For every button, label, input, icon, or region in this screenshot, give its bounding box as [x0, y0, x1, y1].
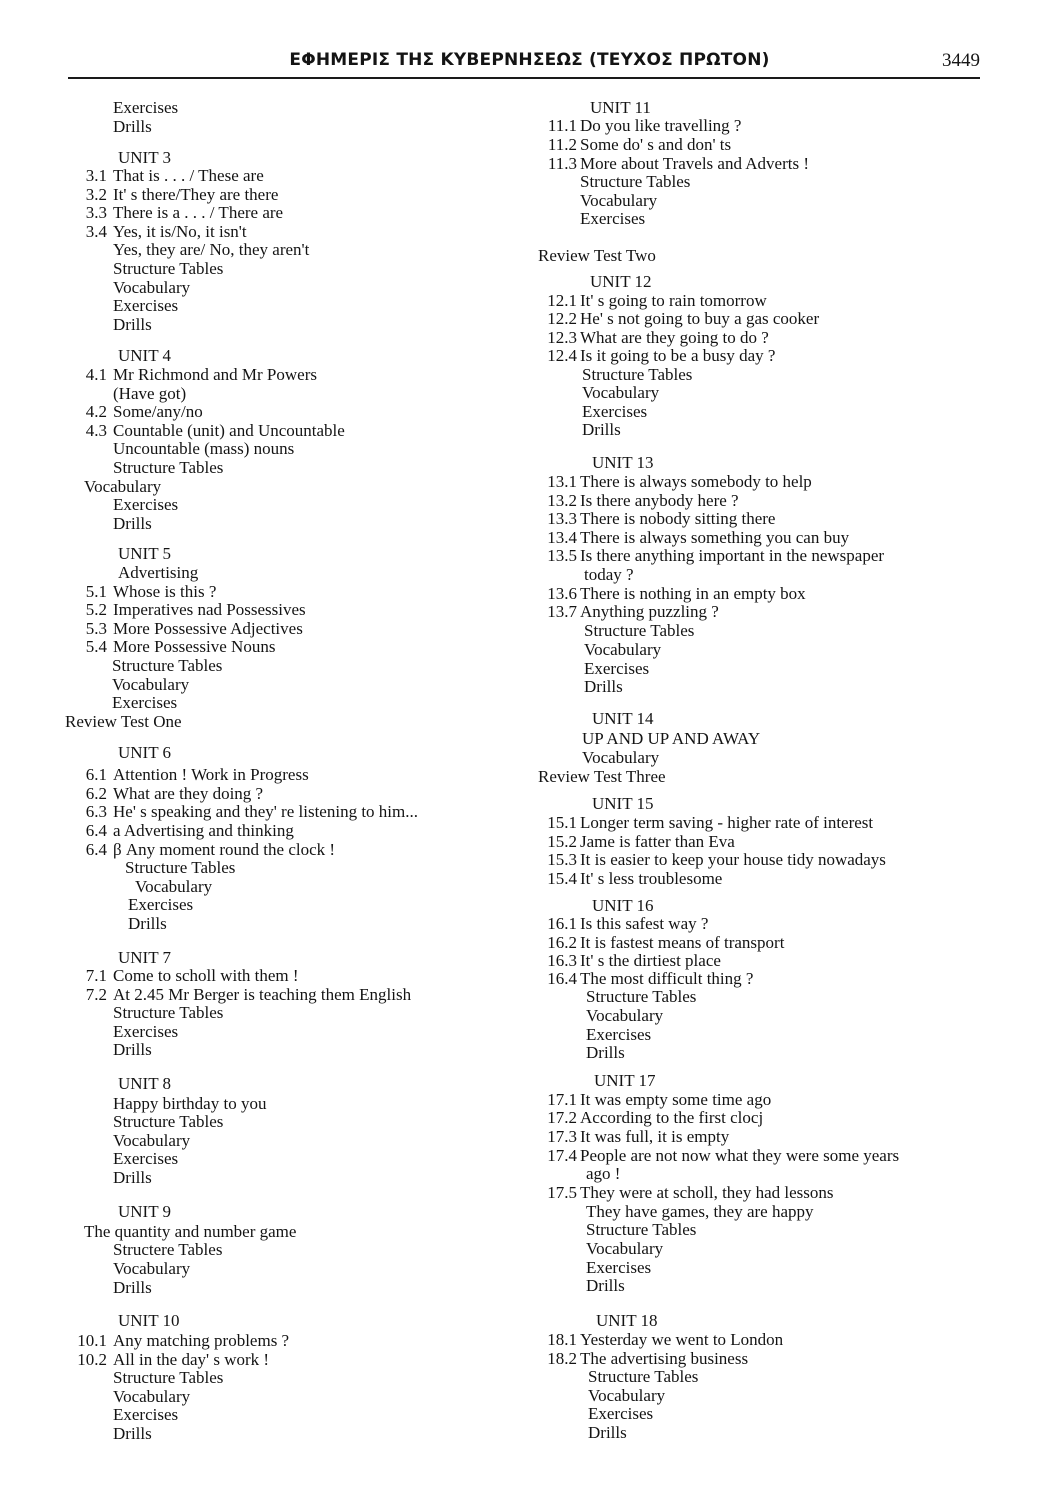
entry-number: 7.2 — [85, 985, 107, 1004]
toc-line: Advertising — [118, 563, 199, 582]
toc-entry — [0, 203, 1059, 222]
toc-line: Uncountable (mass) nouns — [113, 439, 295, 458]
entry-text: The most difficult thing ? — [580, 969, 754, 988]
toc-line: Structure Tables — [113, 458, 224, 477]
toc-line: Drills — [113, 514, 152, 533]
toc-line: Structure Tables — [586, 987, 697, 1006]
entry-number: 10.1 — [77, 1331, 107, 1350]
toc-entry — [0, 222, 1059, 241]
toc-line: Structure Tables — [586, 1220, 697, 1239]
toc-line: Review Test Three — [538, 767, 666, 786]
toc-entry — [0, 154, 1059, 173]
toc-entry — [0, 1108, 1059, 1127]
toc-line: Exercises — [584, 659, 650, 678]
entry-text: There is always something you can buy — [580, 528, 850, 547]
entry-number: 13.3 — [547, 509, 577, 528]
entry-number: 5.4 — [85, 637, 107, 656]
toc-line: Vocabulary — [113, 1387, 191, 1406]
toc-entry — [0, 546, 1059, 565]
toc-line: They have games, they are happy — [586, 1202, 814, 1221]
toc-line: Drills — [113, 1040, 152, 1059]
publication-title: ΕΦΗΜΕΡΙΣ ΤΗΣ ΚΥΒΕΡΝΗΣΕΩΣ (ΤΕΥΧΟΣ ΠΡΩΤΟΝ) — [289, 50, 770, 70]
toc-line: Structure Tables — [113, 1112, 224, 1131]
toc-entry — [0, 509, 1059, 528]
toc-entry — [0, 421, 1059, 440]
toc-entry — [0, 765, 1059, 784]
entry-number: 18.1 — [547, 1330, 577, 1349]
toc-line: UP AND UP AND AWAY — [582, 729, 761, 748]
toc-line: UNIT 7 — [118, 948, 172, 967]
toc-line: Vocabulary — [580, 191, 658, 210]
entry-text: Is it going to be a busy day ? — [580, 346, 776, 365]
toc-line: Exercises — [580, 209, 646, 228]
entry-number: 12.1 — [547, 291, 577, 310]
entry-text: At 2.45 Mr Berger is teaching them English — [113, 985, 412, 1004]
entry-number: 6.2 — [85, 784, 107, 803]
toc-line: Drills — [113, 117, 152, 136]
entry-text: He' s speaking and they' re listening to him... — [113, 802, 418, 821]
toc-line: Yes, they are/ No, they aren't — [113, 240, 310, 259]
entry-text: Yesterday we went to London — [580, 1330, 784, 1349]
entry-text: Do you like travelling ? — [580, 116, 742, 135]
toc-line: Vocabulary — [586, 1239, 664, 1258]
entry-number: 4.2 — [85, 402, 107, 421]
toc-entry — [0, 1349, 1059, 1368]
entry-text: More Possessive Adjectives — [113, 619, 303, 638]
toc-entry — [0, 784, 1059, 803]
entry-number: 15.3 — [547, 850, 577, 869]
toc-entry — [0, 969, 1059, 988]
entry-number: 13.7 — [547, 602, 577, 621]
toc-line: UNIT 18 — [596, 1311, 658, 1330]
entry-text: According to the first clocj — [580, 1108, 764, 1127]
entry-number: 7.1 — [85, 966, 107, 985]
toc-line: Happy birthday to you — [113, 1094, 267, 1113]
entry-text: It' s less troublesome — [580, 869, 723, 888]
entry-text: There is always somebody to help — [580, 472, 812, 491]
entry-number: 3.3 — [85, 203, 107, 222]
entry-number: 5.3 — [85, 619, 107, 638]
entry-number: 17.2 — [547, 1108, 577, 1127]
entry-text: He' s not going to buy a gas cooker — [580, 309, 820, 328]
toc-entry — [0, 185, 1059, 204]
toc-entry — [0, 346, 1059, 365]
entry-number: 11.3 — [547, 154, 577, 173]
toc-line: Exercises — [112, 693, 178, 712]
entry-number: 13.1 — [547, 472, 577, 491]
entry-number: 12.4 — [547, 346, 577, 365]
toc-entry — [0, 309, 1059, 328]
entry-text: Is this safest way ? — [580, 914, 709, 933]
toc-line: Exercises — [582, 402, 648, 421]
entry-text: Is there anything important in the newspaper — [580, 546, 885, 565]
toc-line: Exercises — [113, 98, 179, 117]
toc-line: Vocabulary — [113, 278, 191, 297]
toc-line: UNIT 14 — [592, 709, 654, 728]
toc-line: UNIT 13 — [592, 453, 654, 472]
toc-entry — [0, 116, 1059, 135]
toc-entry — [0, 832, 1059, 851]
toc-line: Drills — [113, 1278, 152, 1297]
toc-line: Exercises — [113, 1022, 179, 1041]
entry-text: It was empty some time ago — [580, 1090, 772, 1109]
toc-entry — [0, 619, 1059, 638]
entry-text: It is fastest means of transport — [580, 933, 785, 952]
page-number: 3449 — [942, 50, 980, 71]
toc-line: The quantity and number game — [84, 1222, 297, 1241]
toc-line: Exercises — [113, 1149, 179, 1168]
entry-text: More about Travels and Adverts ! — [580, 154, 810, 173]
entry-text: There is a . . . / There are — [113, 203, 284, 222]
entry-text: Some do' s and don' ts — [580, 135, 732, 154]
toc-line: Drills — [113, 1168, 152, 1187]
entry-text: There is nobody sitting there — [580, 509, 776, 528]
entry-number: 15.4 — [547, 869, 577, 888]
entry-text: People are not now what they were some years — [580, 1146, 900, 1165]
toc-entry — [0, 813, 1059, 832]
toc-entry — [0, 869, 1059, 888]
toc-line: Structure Tables — [125, 858, 236, 877]
toc-line: Exercises — [113, 1405, 179, 1424]
toc-line: (Have got) — [113, 384, 187, 403]
entry-number: 11.1 — [547, 116, 577, 135]
toc-line: UNIT 15 — [592, 794, 654, 813]
entry-number: 12.2 — [547, 309, 577, 328]
entry-number: 6.1 — [85, 765, 107, 784]
entry-text: It was full, it is empty — [580, 1127, 730, 1146]
toc-line: UNIT 4 — [118, 346, 172, 365]
toc-line: UNIT 6 — [118, 743, 172, 762]
header-rule — [68, 77, 980, 79]
toc-line: UNIT 5 — [118, 544, 172, 563]
toc-line: UNIT 12 — [590, 272, 652, 291]
toc-line: UNIT 17 — [594, 1071, 656, 1090]
toc-line: Exercises — [588, 1404, 654, 1423]
entry-text: a Advertising and thinking — [113, 821, 294, 840]
toc-line: Structure Tables — [113, 1003, 224, 1022]
entry-text: It' s there/They are there — [113, 185, 279, 204]
toc-line: Vocabulary — [113, 1259, 191, 1278]
entry-number: 10.2 — [77, 1350, 107, 1369]
toc-line: Drills — [582, 420, 621, 439]
toc-line: Exercises — [113, 296, 179, 315]
entry-text: It' s the dirtiest place — [580, 951, 721, 970]
toc-entry — [0, 914, 1059, 933]
toc-line: Review Test One — [65, 712, 182, 731]
toc-line: UNIT 11 — [590, 98, 651, 117]
toc-line: today ? — [584, 565, 634, 584]
toc-line: Vocabulary — [582, 748, 660, 767]
entry-text: Countable (unit) and Uncountable — [113, 421, 345, 440]
entry-text: Yes, it is/No, it isn't — [113, 222, 247, 241]
entry-text: Mr Richmond and Mr Powers — [113, 365, 317, 384]
entry-number: 3.4 — [85, 222, 107, 241]
entry-text: There is nothing in an empty box — [580, 584, 806, 603]
entry-number: 15.1 — [547, 813, 577, 832]
toc-line: Review Test Two — [538, 246, 656, 265]
toc-entry — [0, 328, 1059, 347]
entry-number: 16.1 — [547, 914, 577, 933]
entry-number: 17.5 — [547, 1183, 577, 1202]
entry-number: 15.2 — [547, 832, 577, 851]
toc-line: UNIT 8 — [118, 1074, 172, 1093]
toc-entry — [0, 1090, 1059, 1109]
entry-text: More Possessive Nouns — [113, 637, 276, 656]
entry-text: That is . . . / These are — [113, 166, 264, 185]
toc-line: UNIT 16 — [592, 896, 654, 915]
toc-line: Vocabulary — [113, 1131, 191, 1150]
toc-entry — [0, 1127, 1059, 1146]
toc-line: Drills — [586, 1276, 625, 1295]
entry-number: 17.1 — [547, 1090, 577, 1109]
toc-entry — [0, 365, 1059, 384]
toc-line: Drills — [586, 1043, 625, 1062]
entry-number: 13.6 — [547, 584, 577, 603]
toc-line: Structure Tables — [113, 259, 224, 278]
toc-line: Drills — [113, 1424, 152, 1443]
toc-line: Drills — [588, 1423, 627, 1442]
entry-text: It is easier to keep your house tidy nowadays — [580, 850, 886, 869]
toc-line: Drills — [584, 677, 623, 696]
toc-entry — [0, 402, 1059, 421]
entry-number: 3.1 — [85, 166, 107, 185]
toc-entry — [0, 472, 1059, 491]
toc-line: Vocabulary — [582, 383, 660, 402]
entry-text: What are they doing ? — [113, 784, 264, 803]
toc-entry — [0, 602, 1059, 621]
entry-text: Attention ! Work in Progress — [113, 765, 309, 784]
entry-text: All in the day' s work ! — [113, 1350, 270, 1369]
toc-line: ago ! — [586, 1164, 621, 1183]
toc-line: Drills — [128, 914, 167, 933]
entry-text: What are they going to do ? — [580, 328, 769, 347]
toc-line: Structure Tables — [588, 1367, 699, 1386]
toc-entry — [0, 135, 1059, 154]
entry-number: 6.3 — [85, 802, 107, 821]
toc-line: UNIT 10 — [118, 1311, 180, 1330]
entry-number: 13.4 — [547, 528, 577, 547]
toc-line: Structure Tables — [584, 621, 695, 640]
entry-text: Some/any/no — [113, 402, 203, 421]
entry-number: 17.3 — [547, 1127, 577, 1146]
toc-line: Vocabulary — [588, 1386, 666, 1405]
toc-entry — [0, 584, 1059, 603]
toc-entry — [0, 850, 1059, 869]
toc-entry — [0, 491, 1059, 510]
entry-text: The advertising business — [580, 1349, 749, 1368]
toc-line: Vocabulary — [135, 877, 213, 896]
toc-line: Exercises — [586, 1025, 652, 1044]
entry-text: Whose is this ? — [113, 582, 217, 601]
entry-number: 6.4 — [85, 840, 107, 859]
toc-line: Structure Tables — [580, 172, 691, 191]
toc-line: Vocabulary — [586, 1006, 664, 1025]
entry-number: 16.2 — [547, 933, 577, 952]
toc-line: Exercises — [586, 1258, 652, 1277]
entry-number: 11.2 — [547, 135, 577, 154]
toc-entry — [0, 933, 1059, 952]
entry-text: Is there anybody here ? — [580, 491, 739, 510]
entry-number: 6.4 — [85, 821, 107, 840]
entry-text: It' s going to rain tomorrow — [580, 291, 767, 310]
toc-entry — [0, 1183, 1059, 1202]
entry-number: 16.3 — [547, 951, 577, 970]
toc-line: UNIT 3 — [118, 148, 172, 167]
toc-line: UNIT 9 — [118, 1202, 172, 1221]
entry-number: 13.5 — [547, 546, 577, 565]
toc-entry — [0, 637, 1059, 656]
entry-number: 3.2 — [85, 185, 107, 204]
toc-line: Vocabulary — [84, 477, 162, 496]
entry-number: 16.4 — [547, 969, 577, 988]
toc-line: Structure Tables — [582, 365, 693, 384]
toc-entry — [0, 951, 1059, 970]
toc-line: Exercises — [128, 895, 194, 914]
entry-text: They were at scholl, they had lessons — [580, 1183, 834, 1202]
entry-number: 17.4 — [547, 1146, 577, 1165]
toc-entry — [0, 528, 1059, 547]
toc-line: Structure Tables — [113, 1368, 224, 1387]
toc-line: Vocabulary — [584, 640, 662, 659]
entry-number: 5.2 — [85, 600, 107, 619]
entry-number: 18.2 — [547, 1349, 577, 1368]
entry-number: 5.1 — [85, 582, 107, 601]
entry-number: 4.1 — [85, 365, 107, 384]
toc-line: Vocabulary — [112, 675, 190, 694]
entry-number: 4.3 — [85, 421, 107, 440]
toc-line: Structure Tables — [112, 656, 223, 675]
entry-text: Longer term saving - higher rate of interest — [580, 813, 874, 832]
toc-entry — [0, 1146, 1059, 1165]
toc-line: Exercises — [113, 495, 179, 514]
entry-number: 13.2 — [547, 491, 577, 510]
toc-line: Drills — [113, 315, 152, 334]
toc-entry — [0, 1330, 1059, 1349]
toc-entry — [0, 291, 1059, 310]
entry-text: Jame is fatter than Eva — [580, 832, 735, 851]
entry-text: Anything puzzling ? — [580, 602, 719, 621]
entry-text: β Any moment round the clock ! — [113, 840, 336, 859]
toc-line: Structere Tables — [113, 1240, 223, 1259]
entry-text: Come to scholl with them ! — [113, 966, 299, 985]
entry-text: Imperatives nad Possessives — [113, 600, 306, 619]
entry-number: 12.3 — [547, 328, 577, 347]
entry-text: Any matching problems ? — [113, 1331, 290, 1350]
